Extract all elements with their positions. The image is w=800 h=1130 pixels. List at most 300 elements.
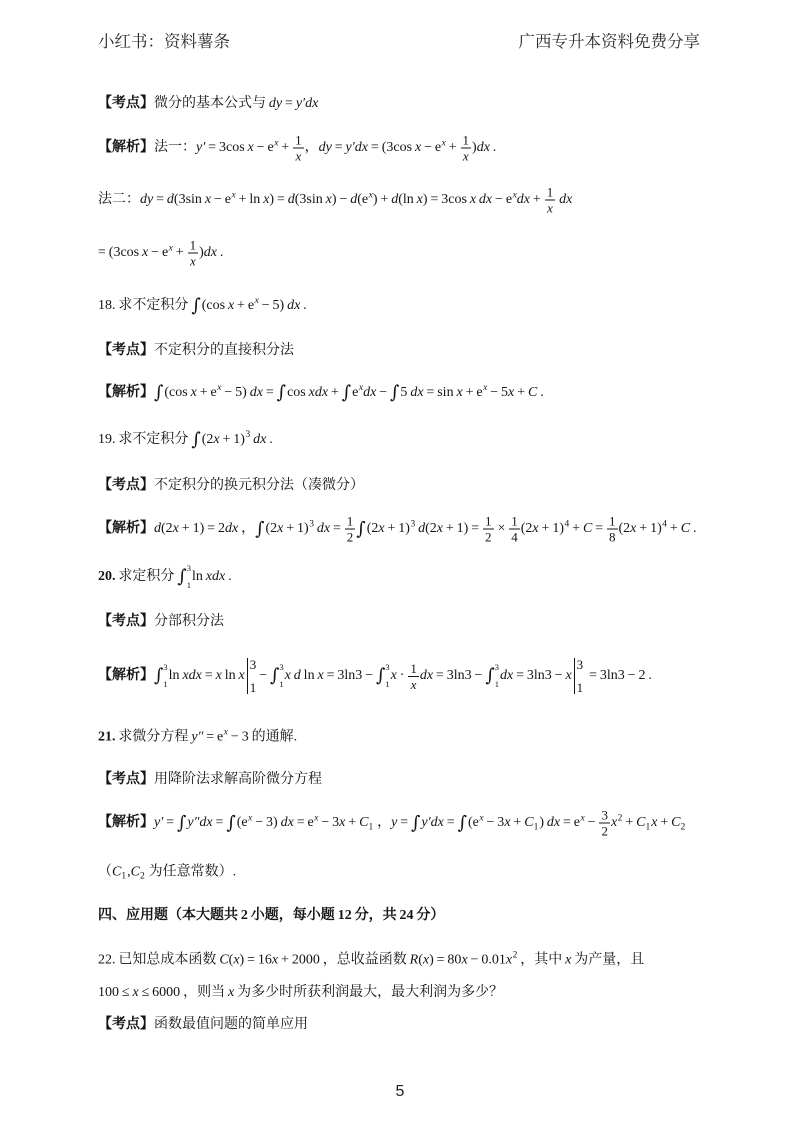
evaluation-bar [247, 658, 257, 694]
text-run: (cos [164, 385, 191, 401]
fraction-numerator [188, 238, 199, 254]
bold-label: 【考点】 [98, 96, 154, 111]
text-run: 法二： [98, 192, 140, 208]
text-run: = [443, 815, 458, 831]
math-fraction [483, 514, 494, 545]
fraction-denominator [545, 201, 556, 216]
integral-sign: ∫ [356, 518, 366, 539]
text-run: 2 [601, 823, 608, 839]
text-run: ，其中 [517, 952, 566, 968]
math-variable: y′ [196, 140, 206, 156]
math-variable: x [504, 815, 511, 831]
math-variable: C [112, 864, 122, 880]
integral-sign: ∫ [485, 665, 495, 686]
text-run: 8 [609, 529, 616, 545]
evaluation-lower-limit: 1 [576, 680, 584, 695]
integral-sign: ∫ [177, 566, 187, 587]
math-variable: x [580, 813, 585, 824]
text-run: 3 [309, 519, 314, 530]
math-variable: C [527, 385, 538, 401]
text-run: + [530, 192, 544, 208]
text-run: ln [168, 668, 183, 684]
integral [270, 663, 284, 689]
math-subscript [140, 872, 145, 882]
math-superscript [513, 951, 518, 961]
math-variable: x [132, 985, 139, 1000]
bold-label: 【考点】 [98, 614, 154, 629]
math-variable: x [483, 383, 488, 394]
math-variable: dx [313, 521, 331, 537]
text-run: 2 [617, 813, 623, 824]
text-run: (e [357, 192, 369, 208]
math-variable: x [461, 952, 468, 968]
math-variable: x [263, 192, 270, 208]
header-source-label: 小红书：资料薯条 [98, 32, 230, 51]
integral [226, 811, 235, 835]
text-run: 2 [346, 529, 354, 545]
text-run: 18. 求不定积分 [98, 298, 192, 314]
text-run: (3sin [173, 192, 205, 208]
evaluation-lower-limit: 1 [249, 680, 257, 695]
math-variable: x [168, 243, 173, 254]
math-variable: C [130, 864, 140, 880]
text-run: 3 [245, 430, 251, 441]
integral-sign: ∫ [411, 812, 421, 833]
math-variable: y′dx [421, 815, 444, 831]
fraction-numerator [607, 514, 618, 530]
math-variable: x [414, 140, 422, 156]
text-run: (2 [520, 521, 533, 537]
text-run: + e [196, 385, 217, 401]
bold-label: 【考点】 [98, 772, 154, 787]
integral-upper-limit: 3 [279, 662, 284, 672]
math-variable: x [565, 952, 572, 968]
math-variable: x [508, 385, 515, 401]
math-variable: x [190, 385, 197, 401]
integral-sign: ∫ [191, 295, 201, 316]
text-run: − 3 [318, 815, 340, 831]
math-variable: dx [516, 192, 530, 208]
bold-label: 【解析】 [98, 140, 154, 156]
math-variable: dx [556, 192, 573, 208]
q18-topic-line [98, 341, 294, 361]
fraction-denominator [509, 530, 520, 545]
text-run: + [514, 385, 528, 401]
text-run: (2 [201, 432, 214, 448]
text-run: 函数最值问题的简单应用 [154, 1017, 308, 1032]
text-run: + [172, 245, 187, 261]
math-variable: R [409, 952, 419, 968]
math-variable: x [254, 296, 259, 307]
text-run: 1 [462, 132, 470, 148]
text-run: − 0.01 [467, 952, 506, 968]
math-superscript [565, 519, 570, 529]
math-variable: x [238, 668, 245, 684]
math-fraction [607, 514, 618, 545]
math-variable: C [582, 521, 593, 537]
text-run: = [330, 521, 344, 537]
math-variable: x [248, 813, 253, 824]
evaluation-upper-limit: 3 [249, 657, 257, 672]
math-variable: d [154, 521, 161, 537]
text-run: = [153, 192, 167, 208]
text-run: 4 [511, 529, 518, 545]
q20-analysis-line [98, 658, 652, 694]
text-run: = [201, 668, 216, 684]
integral-limits [495, 663, 499, 689]
text-run: + [328, 385, 342, 401]
math-variable: x [630, 521, 637, 537]
q21-question-line [98, 728, 297, 749]
math-variable: x [456, 385, 463, 401]
text-run: + 1) [384, 521, 410, 537]
text-run: ， [374, 815, 392, 831]
text-run: − [259, 668, 271, 684]
integral [411, 811, 420, 835]
text-run: ) [199, 245, 204, 261]
text-run: , [127, 864, 131, 880]
text-run: = 3ln3 − [433, 668, 486, 684]
math-superscript [309, 519, 314, 529]
fraction-numerator [483, 514, 494, 530]
math-variable: d [415, 521, 426, 537]
text-run: 5 [400, 385, 411, 401]
math-superscript [231, 190, 235, 200]
math-variable: x [274, 138, 279, 149]
text-run: = [262, 385, 277, 401]
math-variable: x dx [469, 192, 493, 208]
q20-question-line [98, 564, 232, 590]
integral [390, 381, 399, 405]
integral [458, 811, 467, 835]
math-superscript [255, 296, 259, 306]
math-variable: xdx [182, 668, 202, 684]
math-fraction [461, 133, 472, 164]
text-run: + [569, 521, 583, 537]
math-variable: x [358, 383, 364, 394]
q18-analysis-line [98, 381, 544, 405]
text-run: + 1) = [442, 521, 483, 537]
text-run: 1 [295, 132, 302, 148]
math-variable: x [325, 192, 332, 208]
text-run: (3sin [294, 192, 326, 208]
text-run: 3 [410, 519, 416, 530]
text-run: 3 [601, 807, 608, 823]
text-run: − [376, 385, 391, 401]
text-run: . [537, 385, 544, 401]
math-variable: dy [268, 96, 283, 111]
math-variable: x [532, 521, 539, 537]
integral-sign: ∫ [226, 812, 236, 833]
math-superscript [513, 190, 517, 200]
text-run: . [225, 569, 232, 585]
math-subscript [368, 822, 373, 832]
math-variable: y″ [191, 729, 204, 745]
fraction-numerator [509, 514, 520, 530]
math-variable: dx [203, 245, 217, 261]
math-fraction [188, 238, 199, 269]
bold-label: 【考点】 [98, 1017, 154, 1032]
math-variable: x [462, 148, 469, 164]
integral [154, 381, 163, 405]
bold-label: 【考点】 [98, 343, 154, 358]
math-subscript [121, 872, 126, 882]
math-superscript [618, 813, 623, 823]
math-subscript [534, 822, 539, 832]
text-run: = e [560, 815, 581, 831]
math-variable: x [390, 668, 397, 684]
fraction-denominator [345, 530, 356, 545]
text-run: 22. 已知总成本函数 [98, 952, 220, 968]
math-superscript [359, 383, 363, 393]
integral-limits [279, 663, 283, 689]
text-run: 4 [662, 519, 667, 530]
fraction-numerator [545, 185, 556, 201]
integral-sign: ∫ [276, 382, 287, 403]
text-run: ln [221, 668, 239, 684]
text-run: 法一： [154, 140, 196, 156]
math-variable: x [436, 521, 443, 537]
text-run: = 3ln3 − [513, 668, 566, 684]
math-variable: x [565, 668, 572, 684]
section4-heading [98, 906, 444, 926]
text-run: . [690, 521, 697, 537]
math-variable: x d [284, 668, 301, 684]
bold-label: 21. [98, 729, 116, 745]
integral [191, 428, 200, 452]
text-run: 1 [485, 513, 492, 529]
text-run: 1 [645, 822, 651, 833]
text-run: (e [236, 815, 248, 831]
text-run: 1 [511, 513, 518, 529]
math-variable: x [547, 200, 553, 216]
evaluation-bar [574, 658, 584, 694]
math-variable: dx [410, 385, 424, 401]
text-run: + [510, 815, 525, 831]
math-variable: x [189, 253, 196, 269]
text-run: ， [304, 140, 319, 156]
math-variable: x [422, 952, 430, 968]
text-run: (cos [201, 298, 228, 314]
integral-upper-limit: 3 [494, 662, 499, 672]
text-run: ln [300, 668, 318, 684]
text-run: + [278, 140, 293, 156]
math-fraction [599, 808, 610, 839]
math-variable: x [172, 521, 179, 537]
q22-topic-line [98, 1015, 308, 1035]
text-run: = 3cos [205, 140, 248, 156]
text-run: − e [421, 140, 442, 156]
math-variable: y′dx [295, 96, 319, 111]
math-superscript [314, 813, 318, 823]
text-run: − e [211, 192, 231, 208]
text-run: + e [462, 385, 483, 401]
math-variable: x [247, 140, 254, 156]
q17-analysis-method2-continued-line [98, 238, 223, 269]
math-variable: dx [249, 385, 263, 401]
fraction-denominator [607, 530, 618, 545]
text-run: . [489, 140, 497, 156]
text-run: . [216, 245, 224, 261]
math-variable: y″dx [187, 815, 213, 831]
math-variable: x [217, 383, 222, 394]
text-run: − 3 的通解. [228, 729, 298, 745]
text-run: e [352, 385, 359, 401]
q22-question-line-2 [98, 983, 503, 1003]
text-run: 1 [533, 822, 539, 833]
integral [177, 811, 186, 835]
header-share-label: 广西专升本资料免费分享 [518, 32, 700, 51]
text-run: + 1) = 2 [178, 521, 225, 537]
fraction-denominator [461, 149, 472, 164]
math-variable: C [524, 815, 534, 831]
text-run: ) − [331, 192, 351, 208]
math-variable: x [227, 298, 235, 314]
math-variable: C [219, 952, 229, 968]
math-superscript [662, 519, 667, 529]
math-variable: y′dx [345, 140, 369, 156]
bold-label: 【解析】 [98, 521, 154, 537]
text-run: − 3) [252, 815, 281, 831]
integral [177, 564, 191, 590]
text-run: (2 [161, 521, 173, 537]
integral-upper-limit: 3 [163, 662, 168, 672]
page-number: 5 [395, 1083, 405, 1100]
integral-lower-limit: 1 [163, 679, 168, 689]
text-run: ) [539, 815, 547, 831]
text-run: (2 [425, 521, 437, 537]
text-run: = 3ln3 − 2 . [586, 668, 652, 684]
math-variable: dy [318, 140, 332, 156]
text-run: = (3cos [98, 245, 143, 261]
text-run: 2 [485, 529, 492, 545]
math-superscript [248, 813, 252, 823]
math-variable: C [671, 815, 681, 831]
math-variable: x [339, 815, 346, 831]
text-run: ( [418, 952, 423, 968]
text-run: 1 [410, 660, 417, 676]
fraction-numerator [461, 133, 472, 149]
integral-sign: ∫ [270, 665, 280, 686]
math-fraction [345, 514, 356, 545]
integral-sign: ∫ [457, 812, 467, 833]
q19-topic-line [98, 476, 364, 496]
math-variable: d [391, 192, 399, 208]
fraction-numerator [345, 514, 356, 530]
text-run: (2 [618, 521, 631, 537]
integral-sign: ∫ [154, 665, 164, 686]
text-run: ) [472, 140, 477, 156]
integral-sign: ∫ [154, 382, 164, 403]
text-run: (ln [398, 192, 417, 208]
integral-lower-limit: 1 [186, 580, 191, 590]
math-subscript [680, 822, 685, 832]
q21-analysis-line [98, 808, 686, 839]
integral-limits [163, 663, 167, 689]
math-fraction [408, 661, 419, 692]
integral-sign: ∫ [390, 382, 400, 403]
text-run: cos [287, 385, 309, 401]
text-run: + ln [235, 192, 264, 208]
text-run: 不定积分的直接积分法 [154, 343, 294, 358]
math-variable: x [314, 813, 319, 824]
text-run: 2 [680, 822, 686, 833]
math-superscript [224, 728, 228, 738]
math-superscript [274, 138, 278, 148]
text-run: ) = 16 [239, 952, 272, 968]
text-run: . [300, 298, 307, 314]
integral [342, 381, 351, 405]
fraction-denominator [293, 149, 304, 164]
math-variable: y [391, 815, 398, 831]
text-run: = e [203, 729, 224, 745]
text-run: (2 [265, 521, 278, 537]
math-variable: x [368, 190, 373, 201]
text-run: − 5 [487, 385, 509, 401]
text-run: · [396, 668, 408, 684]
text-run: 不定积分的换元积分法（凑微分） [154, 478, 364, 493]
math-superscript [245, 430, 250, 440]
text-run: ) + [372, 192, 392, 208]
math-superscript [581, 813, 585, 823]
q19-analysis-line [98, 514, 696, 545]
text-run: . [266, 432, 273, 448]
math-fraction [545, 185, 556, 216]
math-variable: x [295, 148, 302, 164]
integral-sign: ∫ [176, 812, 187, 833]
text-run: + [345, 815, 360, 831]
math-variable: d [350, 192, 358, 208]
integral-limits [385, 663, 389, 689]
text-run: （ [98, 864, 112, 880]
integral-sign: ∫ [191, 429, 201, 450]
math-variable: x [410, 676, 417, 692]
integral [154, 663, 168, 689]
math-variable: x [142, 245, 149, 261]
text-run: 为产量，且 [571, 952, 645, 968]
text-run: 100 ≤ [98, 985, 133, 1000]
math-variable: C [636, 815, 646, 831]
text-run: − [584, 815, 599, 831]
math-variable: x [215, 668, 222, 684]
integral-upper-limit: 3 [385, 662, 390, 672]
text-run: 分部积分法 [154, 614, 224, 629]
math-fraction [293, 133, 304, 164]
text-run: ， [238, 521, 256, 537]
fraction-denominator [188, 254, 199, 269]
fraction-numerator [599, 808, 610, 824]
math-superscript [483, 383, 487, 393]
text-run: = [331, 140, 346, 156]
text-run: 1 [368, 822, 374, 833]
math-variable: x [277, 521, 284, 537]
fraction-numerator [293, 133, 304, 149]
text-run: + 1) [283, 521, 309, 537]
text-run: 1 [189, 237, 197, 253]
integral [277, 381, 286, 405]
text-run: = [397, 815, 412, 831]
text-run: + [667, 521, 681, 537]
math-variable: x [233, 952, 240, 968]
text-run: + 2000 ，总收益函数 [278, 952, 410, 968]
bold-label: 【考点】 [98, 478, 154, 493]
math-variable: x [479, 813, 484, 824]
math-variable: d [166, 192, 174, 208]
integral-sign: ∫ [375, 665, 386, 686]
math-superscript [410, 519, 415, 529]
math-variable: x [416, 192, 423, 208]
integral-lower-limit: 1 [279, 679, 284, 689]
